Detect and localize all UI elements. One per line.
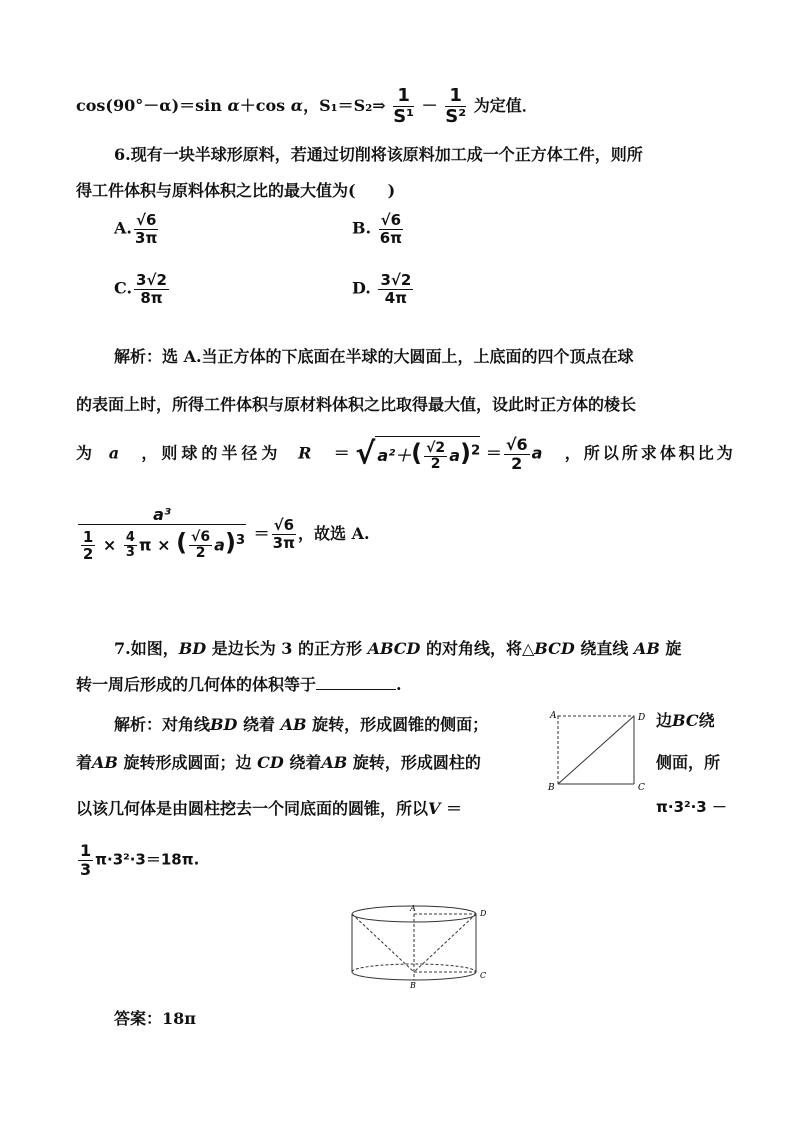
q6-sol-line2: 的表面上时，所得工件体积与原材料体积之比取得最大值，设此时正方体的棱长: [76, 395, 637, 414]
q7-stem-line2: 转一周后形成的几何体的体积等于 .: [76, 675, 402, 694]
q7-sol-right3: π·3²·3 －: [656, 798, 727, 816]
answer-value: 18π: [162, 1009, 196, 1028]
fraction-1-over-s2: $\frac{1}{\text{S²}}$: [445, 85, 467, 127]
q7-sol-right1: 边BC绕: [656, 711, 715, 730]
s-equality: ，S₁＝S₂⇒: [303, 95, 386, 115]
option-b: B. $\frac{√6}{6\pi}$: [352, 211, 403, 247]
q7-sol-right2: 侧面，所: [656, 753, 721, 772]
label-d: D: [638, 713, 646, 723]
fraction-1-over-s1: $\frac{1}{\text{S¹}}$: [393, 85, 415, 127]
top-suffix: 为定值．: [473, 95, 538, 115]
top-line: [76, 86, 538, 127]
cylinder-diagram: [346, 900, 494, 992]
square-diagram: [540, 706, 652, 792]
label-d: D: [480, 909, 487, 918]
option-d: D. $\frac{3√2}{4\pi}$: [352, 271, 412, 307]
answer-line: [114, 1006, 196, 1029]
q7-sol-line4: $\frac{1}{3}$ π·3²·3＝18π.: [80, 841, 200, 879]
label-a: A: [410, 904, 416, 913]
q6-ratio: a³ $\frac{1}{2}$ × $\frac{4}{3}$ π × ( $\frac{√6}{2}$ a)$^3$ ＝ $\frac{√6}{3\pi}$ ，故选 A.: [76, 506, 370, 563]
plus-cos: ＋cos: [239, 95, 286, 115]
label-c: C: [480, 971, 487, 980]
q6-sol-line3: 为 a ，则球的半径为 R ＝ √ a²＋( $\frac{√2}{2}$ a)$^2$ ＝ $\frac{√6}{2}$ a ，所以所求体积比为: [76, 435, 736, 473]
label-b: B: [410, 981, 416, 990]
label-b: B: [548, 783, 555, 792]
label-a: A: [550, 711, 557, 721]
label-c: C: [638, 783, 645, 792]
q7-sol-line3: 以该几何体是由圆柱挖去一个同底面的圆锥，所以V ＝: [76, 799, 463, 818]
q6-stem-line1: 6.现有一块半球形原料，若通过切削将该原料加工成一个正方体工件，则所: [114, 145, 643, 164]
top-prefix: cos(90°－α)＝sin: [76, 95, 222, 115]
alpha-symbol: α: [290, 95, 304, 115]
q7-sol-line2: 着AB 旋转形成圆面；边 CD 绕着AB 旋转，形成圆柱的: [76, 753, 481, 772]
minus: －: [421, 95, 438, 115]
answer-blank: [316, 675, 396, 690]
q7-sol-line1: 解析：对角线BD 绕着 AB 旋转，形成圆锥的侧面；: [114, 715, 489, 734]
q6-sol-line1: 解析：选 A.当正方体的下底面在半球的大圆面上，上底面的四个顶点在球: [114, 347, 634, 366]
answer-label: 答案：: [114, 1009, 163, 1028]
option-c: C. $\frac{3√2}{8\pi}$: [114, 271, 167, 307]
q7-stem-line1: 7.如图，BD 是边长为 3 的正方形 ABCD 的对角线，将△BCD 绕直线 AB 旋: [114, 639, 682, 658]
option-a: A. $\frac{√6}{3\pi}$: [114, 211, 158, 247]
alpha-symbol: α: [227, 95, 240, 115]
q6-stem-line2: 得工件体积与原料体积之比的最大值为( ): [76, 181, 396, 200]
